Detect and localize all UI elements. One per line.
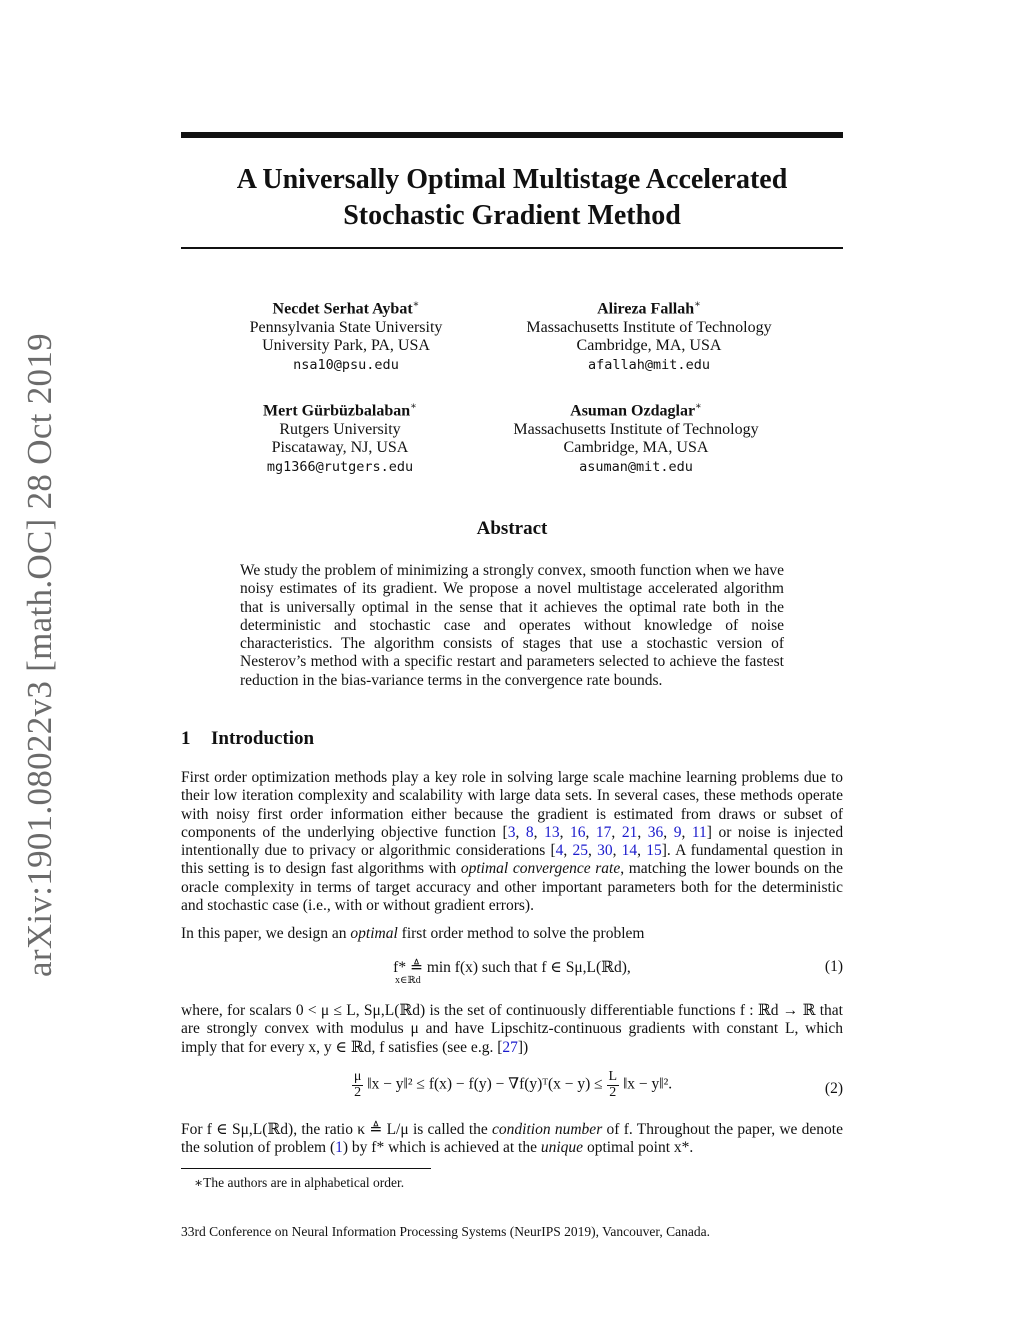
equation-1	[181, 958, 843, 986]
abstract-heading: Abstract	[476, 518, 548, 539]
fraction-mu-over-2: $\frac{\mu}{2}$	[353, 1069, 362, 1100]
citation[interactable]: 4	[555, 842, 564, 860]
fraction-L-over-2: $\frac{L}{2}$	[608, 1069, 618, 1100]
author-affiliation: Rutgers University	[279, 420, 401, 438]
author-email[interactable]: mg1366@rutgers.edu	[266, 458, 414, 475]
author-name: Asuman Ozdaglar∗	[570, 401, 702, 420]
equation-2-number: (2)	[824, 1080, 843, 1097]
footnote-rule	[181, 1168, 431, 1169]
author-affiliation: Pennsylvania State University	[249, 318, 443, 336]
author-email[interactable]: asuman@mit.edu	[579, 458, 693, 475]
arxiv-stamp: arXiv:1901.08022v3 [math.OC] 28 Oct 2019	[20, 333, 59, 977]
intro-paragraph-2: In this paper, we design an optimal first order method to solve the problem	[181, 925, 645, 942]
author-email[interactable]: nsa10@psu.edu	[293, 356, 399, 373]
author-affiliation: Massachusetts Institute of Technology	[513, 420, 759, 438]
author-block-aybat	[186, 296, 506, 374]
citation[interactable]: 17	[595, 823, 612, 841]
citation[interactable]: 27	[502, 1038, 518, 1056]
intro-paragraph-1: First order optimization methods play a key role in solving large scale machine learning problems due to their low iteration complexity and scalability with large data sets. In several cases, these methods operate with noisy first order information either because the gradient is estimated from draws or subset of components of the underlying objective function [3, 8, 13, 16, 17, 21, 36, 9, 11] or noise is injected intentionally due to privacy or algorithmic considerations [4, 25, 30, 14, 15]. A fundamental question in this setting is to design fast algorithms with optimal convergence rate, matching the lower bounds on the oracle complexity in terms of target accuracy and other important parameters both for the deterministic and stochastic case (i.e., with or without gradient errors).	[181, 769, 844, 915]
title-line-1: A Universally Optimal Multistage Accelerated	[236, 164, 788, 195]
equation-reference[interactable]: 1	[335, 1139, 343, 1157]
author-name: Alireza Fallah∗	[597, 299, 701, 318]
author-name: Necdet Serhat Aybat∗	[272, 299, 420, 318]
equation-1-body: f* ≜ min f(x) such that f ∈ Sμ,L(ℝd),	[393, 959, 631, 976]
title-top-rule	[181, 132, 843, 138]
author-block-fallah	[489, 296, 809, 374]
equation-2-body: ‖x − y‖² ≤ f(x) − f(y) − ∇f(y)ᵀ(x − y) ≤	[367, 1075, 603, 1093]
citation[interactable]: 15	[646, 842, 662, 860]
equation-1-subscript: x∈ℝd	[395, 975, 421, 986]
venue-footer: 33rd Conference on Neural Information Processing Systems (NeurIPS 2019), Vancouver, Canada.	[181, 1224, 710, 1239]
author-location: Cambridge, MA, USA	[563, 439, 709, 457]
section-title: Introduction	[211, 728, 315, 749]
equation-1-number: (1)	[824, 958, 843, 975]
citation[interactable]: 21	[621, 823, 638, 841]
paper-title	[181, 162, 843, 234]
citation[interactable]: 30	[597, 842, 613, 860]
citation[interactable]: 9	[673, 823, 682, 841]
section-heading	[181, 728, 314, 750]
title-line-2: Stochastic Gradient Method	[343, 200, 681, 231]
intro-paragraph-3: where, for scalars 0 < μ ≤ L, Sμ,L(ℝd) is the set of continuously differentiable functions f : ℝd → ℝ that are strongly convex with modulus μ and have Lipschitz-continuous gradients with constant L, which imply that for every x, y ∈ ℝd, f satisfies (see e.g. [27])	[181, 1002, 843, 1056]
author-name: Mert Gürbüzbalaban∗	[263, 401, 417, 420]
citation[interactable]: 25	[572, 842, 588, 860]
author-block-gurbuzbalaban	[180, 398, 500, 476]
author-email[interactable]: afallah@mit.edu	[588, 356, 710, 373]
citation[interactable]: 16	[570, 823, 586, 841]
citation[interactable]: 8	[525, 823, 534, 841]
title-bottom-rule	[181, 247, 843, 249]
section-number: 1	[181, 728, 191, 749]
author-affiliation: Massachusetts Institute of Technology	[526, 318, 772, 336]
author-location: Cambridge, MA, USA	[576, 337, 722, 355]
citation[interactable]: 14	[621, 842, 638, 860]
citation[interactable]: 36	[647, 823, 664, 841]
citation[interactable]: 3	[507, 823, 516, 841]
intro-paragraph-4: For f ∈ Sμ,L(ℝd), the ratio κ ≜ L/μ is called the condition number of f. Throughout the paper, we denote the solution of problem (1) by f* which is achieved at the unique optimal point x*.	[181, 1121, 843, 1157]
citation[interactable]: 11	[691, 823, 707, 841]
equation-2	[181, 1070, 843, 1100]
author-block-ozdaglar	[476, 398, 796, 476]
author-location: University Park, PA, USA	[262, 337, 430, 355]
citation[interactable]: 13	[544, 823, 560, 841]
abstract-text: We study the problem of minimizing a strongly convex, smooth function when we have noisy estimates of its gradient. We propose a novel multistage accelerated algorithm that is universally optimal in the sense that it achieves the optimal rate both in the deterministic and stochastic case and operates without knowledge of noise characteristics. The algorithm consists of stages that use a stochastic version of Nesterov’s method with a specific restart and parameters selected to achieve the fastest reduction in the bias-variance terms in the convergence rate bounds.	[240, 562, 784, 689]
equation-2-tail: ‖x − y‖².	[622, 1075, 673, 1093]
author-location: Piscataway, NJ, USA	[271, 439, 409, 457]
footnote: ∗The authors are in alphabetical order.	[194, 1175, 405, 1190]
